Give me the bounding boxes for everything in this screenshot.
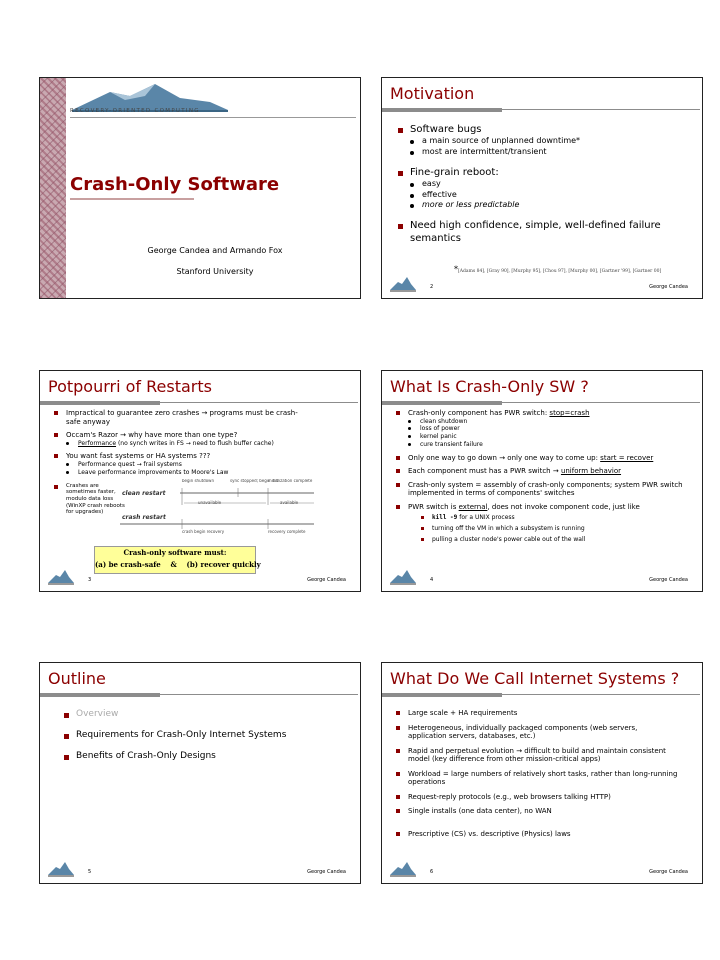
page-number: 5 [88, 869, 92, 875]
bullet [396, 454, 692, 463]
bullet: Workload = large numbers of relatively short tasks, rather than long-running operations [396, 770, 678, 787]
slide-title: What Is Crash-Only SW ? [390, 377, 589, 396]
authors: George Candea and Armando Fox [147, 246, 283, 255]
bullet [396, 409, 692, 418]
slide-content [396, 709, 692, 838]
title-rule [382, 108, 502, 112]
footer-author: George Candea [307, 577, 346, 583]
bullet [396, 467, 692, 476]
slide-outline [39, 662, 361, 884]
label-init-complete: initialization complete [268, 479, 313, 483]
references-text: [Adams 84], [Gray 90], [Murphy 95], [Chou 97], [Murphy 00], [Gartner '99], [Gartner 00] [458, 269, 662, 274]
sub-bullet: clean shutdown [396, 418, 692, 426]
title-rule [382, 401, 502, 405]
page-number: 3 [88, 577, 92, 583]
title-underline [70, 198, 194, 200]
sub-bullet: Performance quest → frail systems [54, 461, 350, 469]
sub-bullet: a main source of unplanned downtime* [398, 136, 692, 146]
label-unavailable: unavailable [198, 500, 222, 505]
roc-mountain-logo-icon [390, 276, 416, 292]
sub-bullet-text: (no synch writes in FS → need to flush buffer cache) [116, 439, 274, 447]
roc-mountain-logo-icon [48, 861, 74, 877]
outline-item-requirements: Requirements for Crash-Only Internet Systems [64, 730, 350, 741]
sub-bullet-text: for a UNIX process [457, 514, 515, 522]
title-rule [382, 693, 502, 697]
sub-bullet: pulling a cluster node's power cable out of the wall [396, 536, 692, 544]
sub-bullet: turning off the VM in which a subsystem is running [396, 525, 692, 533]
sub-bullet [54, 440, 350, 448]
sub-bullet: effective [398, 190, 692, 200]
roc-mountain-logo-icon [48, 569, 74, 585]
sub-bullet: most are intermittent/transient [398, 147, 692, 157]
affiliation: Stanford University [176, 267, 254, 276]
bullet-text: Only one way to go down → only one way to come up: [408, 453, 601, 462]
label-recovery-complete: recovery complete [268, 529, 306, 534]
performance-link: Performance [78, 439, 117, 447]
bullet-text: Each component must has a PWR switch → [408, 467, 561, 476]
label-sync-stopped: sync stopped; begin init [230, 479, 279, 483]
title-rule [40, 693, 160, 697]
label-crash-restart: crash restart [122, 514, 166, 521]
bullet-text: PWR switch is [408, 502, 459, 511]
bullet: Crashes are sometimes faster, modulo data loss (WinXP crash reboots for upgrades) [54, 483, 126, 517]
roc-mountain-logo-icon [390, 861, 416, 877]
footer-author: George Candea [307, 869, 346, 875]
slide-title: Potpourri of Restarts [48, 377, 212, 396]
restart-timeline-diagram [118, 479, 316, 539]
roc-mountain-logo-icon [390, 569, 416, 585]
slide-title: What Do We Call Internet Systems ? [390, 669, 680, 688]
bullet: Single installs (one data center), no WAN [396, 807, 692, 816]
bullet: Request-reply protocols (e.g., web browsers talking HTTP) [396, 793, 692, 802]
outline-item-overview: Overview [64, 709, 350, 720]
references: *[Adams 84], [Gray 90], [Murphy 95], [Chou 97], [Murphy 00], [Gartner '99], [Gartner 00] [454, 265, 662, 274]
slide-content [64, 709, 350, 762]
callout-line: Crash-only software must: [123, 548, 227, 557]
footer-author: George Candea [649, 577, 688, 583]
bullet-text: , does not invoke component code, just like [487, 502, 640, 511]
outline-item-benefits: Benefits of Crash-Only Designs [64, 751, 350, 762]
bullet: Crash-only system = assembly of crash-only components; system PWR switch implemented in terms of components' switches [396, 481, 692, 498]
bullet: Fine-grain reboot: [398, 167, 692, 179]
bullet: Rapid and perpetual evolution → difficult to build and maintain consistent model (key difference from other mission-critical apps) [396, 747, 683, 764]
bullet: You want fast systems or HA systems ??? [54, 452, 350, 461]
page-number: 6 [430, 869, 434, 875]
sub-bullet: cure transient failure [396, 441, 692, 449]
sub-bullet: Leave performance improvements to Moore's Law [54, 469, 350, 477]
slide-motivation [381, 77, 703, 299]
label-begin-shutdown: begin shutdown [182, 479, 214, 483]
page-number: 2 [430, 284, 434, 290]
bullet: Heterogeneous, individually packaged components (web servers, application servers, databases, etc.) [396, 724, 658, 741]
crash-only-callout [94, 546, 261, 574]
slide-title: Motivation [390, 84, 475, 103]
stop-crash-text: stop=crash [549, 409, 590, 417]
roc-logo-text: RECOVERY-ORIENTED COMPUTING [70, 108, 200, 114]
slide-content [398, 124, 692, 245]
bullet: Need high confidence, simple, well-defined failure semantics [398, 220, 692, 244]
bullet: Software bugs [398, 124, 692, 136]
callout-line: (a) be crash-safe & (b) recover quickly [95, 560, 261, 569]
uniform-behavior-text: uniform behavior [560, 467, 622, 476]
bullet-text: Crash-only component has PWR switch: [408, 409, 550, 417]
external-text: external [458, 502, 488, 511]
header-rule [70, 117, 356, 118]
sub-bullet [396, 514, 692, 522]
sub-bullet: kernel panic [396, 433, 692, 441]
bullet: Large scale + HA requirements [396, 709, 692, 718]
label-available: available [280, 500, 299, 505]
slide-potpourri [39, 370, 361, 592]
bullet: Occam's Razor → why have more than one type? [54, 431, 350, 440]
sub-bullet: more or less predictable [398, 200, 692, 210]
slide-title [39, 77, 361, 299]
title-rule [40, 401, 160, 405]
slide-content [396, 409, 692, 544]
page-number: 4 [430, 577, 434, 583]
bullet [396, 503, 692, 512]
label-clean-restart: clean restart [122, 490, 166, 497]
label-crash-begin: crash begin recovery [182, 529, 225, 534]
slide-internet-systems [381, 662, 703, 884]
presentation-title: Crash-Only Software [70, 174, 280, 195]
sub-bullet: loss of power [396, 425, 692, 433]
slide-what-is-crash-only [381, 370, 703, 592]
decorative-stripe [40, 78, 66, 298]
bullet: Prescriptive (CS) vs. descriptive (Physics) laws [396, 830, 692, 839]
kill-command: kill -9 [432, 514, 458, 522]
slide-title: Outline [48, 669, 106, 688]
bullet: Impractical to guarantee zero crashes → programs must be crash-safe anyway [54, 409, 306, 426]
footer-author: George Candea [649, 284, 688, 290]
footer-author: George Candea [649, 869, 688, 875]
start-recover-text: start = recover [600, 453, 654, 462]
sub-bullet: easy [398, 179, 692, 189]
